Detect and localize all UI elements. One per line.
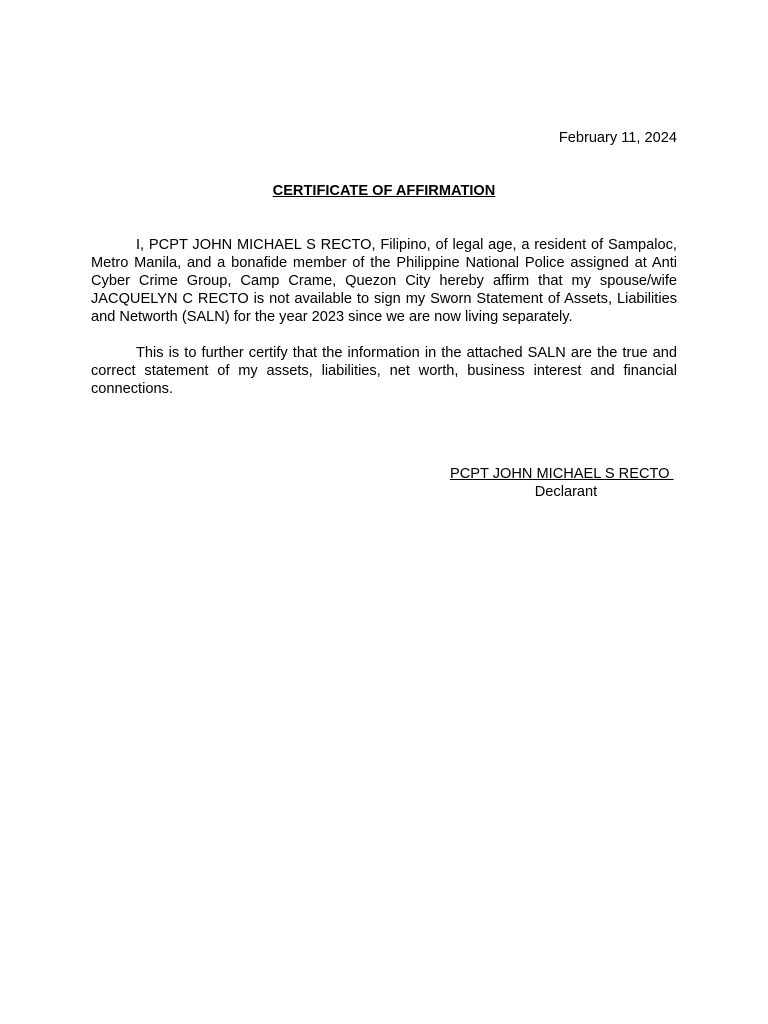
document-title: CERTIFICATE OF AFFIRMATION <box>272 183 496 199</box>
signature-role: Declarant <box>534 484 598 500</box>
signature-name: PCPT JOHN MICHAEL S RECTO <box>450 466 674 482</box>
document-date: February 11, 2024 <box>558 130 677 146</box>
paragraph-affirmation: I, PCPT JOHN MICHAEL S RECTO, Filipino, of legal age, a resident of Sampaloc, Metro Manila, and a bonafide member of the Philippine National Police assigned at Anti Cyber Crime Group, Camp Crame, Quezon City hereby affirm that my spouse/wife JACQUELYN C RECTO is not available to sign my Sworn Statement of Assets, Liabilities and Networth (SALN) for the year 2023 since we are now living separately. <box>91 237 677 325</box>
paragraph-certification: This is to further certify that the information in the attached SALN are the true and correct statement of my assets, liabilities, net worth, business interest and financial connections. <box>91 345 677 397</box>
document-body <box>91 236 677 416</box>
signature-block <box>450 465 685 501</box>
